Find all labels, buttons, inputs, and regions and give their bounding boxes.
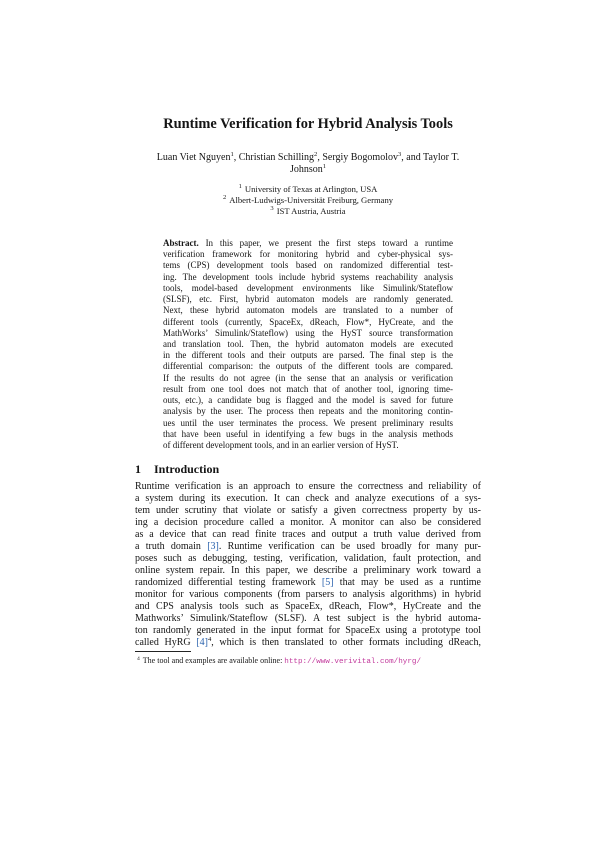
author-separator: , xyxy=(317,152,323,163)
abstract-line: of different development tools, and in an earlier version of HyST. xyxy=(163,439,399,450)
affiliation-mark: 3 xyxy=(270,205,274,213)
citation-link[interactable]: [3] xyxy=(207,541,219,552)
abstract-line: result from one tool does not match that of another tool, ignoring time- xyxy=(163,383,453,394)
body-line: poses such as debugging, testing, verification, validation, fault protection, and xyxy=(135,553,481,564)
citation-link[interactable]: [5] xyxy=(321,577,334,588)
affiliation-mark: 2 xyxy=(222,194,227,202)
affiliation-text: IST Austria, Austria xyxy=(276,206,346,216)
author-separator: , xyxy=(233,152,239,163)
footnote-url-link[interactable]: http://www.verivital.com/hyrg/ xyxy=(284,658,422,666)
body-line: Runtime verification is an approach to ensure the correctness and reliability of xyxy=(135,481,481,492)
abstract-line: differential comparison: the outputs of the different tools are compared. xyxy=(163,361,453,372)
author-list xyxy=(135,152,481,176)
affiliation-mark: 1 xyxy=(230,151,234,159)
body-line: ing a decision procedure called a monitor. A monitor can also be considered xyxy=(135,517,481,528)
body-line: monitor for various components (from parsers to analysis algorithms) in hybrid xyxy=(135,589,481,600)
footnote-text: The tool and examples are available online: xyxy=(142,656,285,665)
abstract-line: different tools (currently, SpaceEx, dReach, Flow*, HyCreate, and the xyxy=(163,316,453,327)
affiliation xyxy=(135,206,481,217)
abstract-line: Next, these hybrid automaton models are translated to a number of xyxy=(163,305,453,316)
affiliation-list xyxy=(135,184,481,217)
affiliation-mark: 3 xyxy=(397,151,402,159)
abstract-line: tools, model-based development environments like Simulink/Stateflow xyxy=(163,282,453,293)
abstract-line: and translation tool. Then, the hybrid automaton models are executed xyxy=(163,338,453,349)
author-name: Luan Viet Nguyen xyxy=(156,152,231,163)
author-name: Taylor T. xyxy=(423,152,460,163)
body-line: a system during its execution. It can check and analyze executions of a sys- xyxy=(135,493,481,504)
body-text: . Runtime verification can be used broadly for many pur- xyxy=(218,541,481,552)
abstract-line: (SLSF), etc. First, hybrid automaton models are randomly generated. xyxy=(163,294,453,305)
body-text: a truth domain xyxy=(135,541,208,552)
affiliation-mark: 1 xyxy=(238,183,242,191)
abstract-text: In this paper, we present the first steps toward a runtime xyxy=(205,238,453,248)
footnote-number: 4 xyxy=(137,656,140,662)
author-name: Sergiy Bogomolov xyxy=(322,152,398,163)
body-line xyxy=(135,577,481,589)
body-text: , which is then translated to other formats including dReach, xyxy=(211,637,481,648)
body-line: tem under scrutiny that violate or satisfy a given correctness property by us- xyxy=(135,505,481,516)
section-number: 1 xyxy=(135,462,141,476)
abstract xyxy=(163,238,453,451)
section-heading xyxy=(135,462,219,476)
footnote-mark[interactable]: 4 xyxy=(207,636,212,644)
footnote xyxy=(135,656,481,667)
citation-link[interactable]: [4] xyxy=(196,637,208,648)
affiliation-text: University of Texas at Arlington, USA xyxy=(244,184,378,194)
author-line xyxy=(135,152,481,164)
affiliation-text: Albert-Ludwigs-Universität Freiburg, Germany xyxy=(229,195,394,205)
body-line: online system repair. In this paper, we describe a preliminary work toward a xyxy=(135,565,481,576)
abstract-line: ing. The development tools include hybrid systems reachability analysis xyxy=(163,271,453,282)
abstract-line: in the different tools and their outputs are parsed. The final step is the xyxy=(163,350,453,361)
author-name: Johnson xyxy=(289,164,323,175)
abstract-line: MathWorks’ Simulink/Stateflow) using the HyST source transformation xyxy=(163,327,453,338)
abstract-label: Abstract. xyxy=(163,238,199,248)
section-title: Introduction xyxy=(154,462,220,476)
affiliation-mark: 1 xyxy=(322,163,327,171)
abstract-line: that have been useful in identifying a few bugs in the analysis methods xyxy=(163,428,453,439)
affiliation xyxy=(135,195,481,206)
author-separator: , and xyxy=(401,152,424,163)
footnote-rule xyxy=(135,651,191,652)
author-line xyxy=(135,164,481,176)
body-line xyxy=(135,637,481,649)
abstract-line: ues until the user terminates the process. We present preliminary results xyxy=(163,417,453,428)
abstract-line xyxy=(163,238,453,249)
body-line xyxy=(135,541,481,553)
body-text: that may be used as a runtime xyxy=(333,577,481,588)
body-line: and CPS analysis tools such as SpaceEx, dReach, Flow*, HyCreate and the xyxy=(135,601,481,612)
body-text: randomized differential testing framework xyxy=(135,577,322,588)
affiliation xyxy=(135,184,481,195)
abstract-line: outs, etc.), a candidate bug is flagged and the model is saved for future xyxy=(163,395,453,406)
abstract-line: analysis by the user. The process then repeats and the monitoring contin- xyxy=(163,406,453,417)
body-text: called HyRG xyxy=(135,637,197,648)
body-line: as a device that can read finite traces and output a truth value derived from xyxy=(135,529,481,540)
body-line: Mathworks’ Simulink/Stateflow (SLSF). A test subject is the hybrid automa- xyxy=(135,613,481,624)
affiliation-mark: 2 xyxy=(314,151,318,159)
paper-title: Runtime Verification for Hybrid Analysis Tools xyxy=(163,116,453,132)
section-body xyxy=(135,481,481,649)
abstract-line: tems (CPS) development tools based on randomized differential test- xyxy=(163,260,453,271)
body-line: ton randomly generated in the input format for SpaceEx using a prototype tool xyxy=(135,625,481,636)
author-name: Christian Schilling xyxy=(238,152,315,163)
abstract-line: If the results do not agree (in the sense that an analysis or verification xyxy=(163,372,453,383)
abstract-line: verification framework for monitoring hybrid and cyber-physical sys- xyxy=(163,249,453,260)
